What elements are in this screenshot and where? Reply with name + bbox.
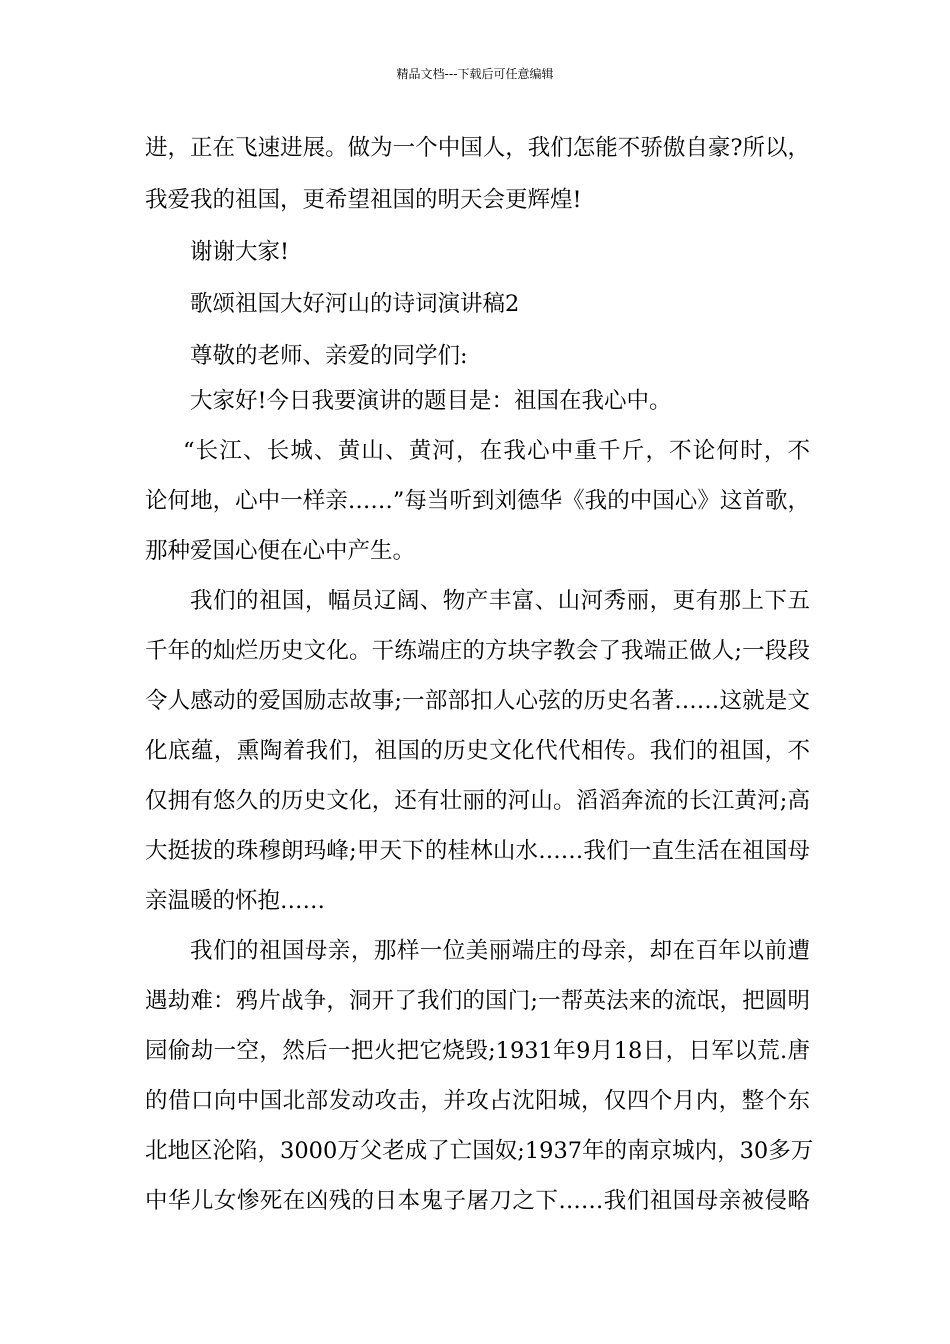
text-line: 中华儿女惨死在凶残的日本鬼子屠刀之下……我们祖国母亲被侵略 xyxy=(145,1188,810,1214)
text-line: 论何地，心中一样亲……”每当听到刘德华《我的中国心》这首歌， xyxy=(145,488,810,514)
text-line: “长江、长城、黄山、黄河，在我心中重千斤，不论何时，不 xyxy=(183,438,810,464)
section-heading: 歌颂祖国大好河山的诗词演讲稿2 xyxy=(190,291,520,317)
text-line: 大挺拔的珠穆朗玛峰;甲天下的桂林山水……我们一直生活在祖国母 xyxy=(145,838,810,864)
text-line: 千年的灿烂历史文化。干练端庄的方块字教会了我端正做人;一段段 xyxy=(145,638,810,664)
text-line: 令人感动的爱国励志故事;一部部扣人心弦的历史名著……这就是文 xyxy=(145,688,810,714)
text-line: 我爱我的祖国，更希望祖国的明天会更辉煌! xyxy=(145,187,582,213)
text-line: 我们的祖国母亲，那样一位美丽端庄的母亲，却在百年以前遭 xyxy=(190,938,810,964)
text-line: 亲温暖的怀抱…… xyxy=(145,888,326,914)
text-line: 遇劫难：鸦片战争，洞开了我们的国门;一帮英法来的流氓，把圆明 xyxy=(145,988,810,1014)
text-line: 大家好!今日我要演讲的题目是：祖国在我心中。 xyxy=(190,388,672,414)
text-line: 北地区沦陷，3000万父老成了亡国奴;1937年的南京城内，30多万 xyxy=(145,1138,814,1164)
text-line: 化底蕴，熏陶着我们，祖国的历史文化代代相传。我们的祖国，不 xyxy=(145,738,810,764)
text-line: 尊敬的老师、亲爱的同学们: xyxy=(190,343,468,369)
text-line: 园偷劫一空，然后一把火把它烧毁;1931年9月18日，日军以荒.唐 xyxy=(145,1038,810,1064)
text-line: 我们的祖国，幅员辽阔、物产丰富、山河秀丽，更有那上下五 xyxy=(190,588,810,614)
page-header: 精品文档---下载后可任意编辑 xyxy=(396,67,554,81)
text-line: 进，正在飞速进展。做为一个中国人，我们怎能不骄傲自豪?所以， xyxy=(145,135,810,161)
text-line: 仅拥有悠久的历史文化，还有壮丽的河山。滔滔奔流的长江黄河;高 xyxy=(145,788,810,814)
text-line: 的借口向中国北部发动攻击，并攻占沈阳城，仅四个月内，整个东 xyxy=(145,1088,810,1114)
text-line: 那种爱国心便在心中产生。 xyxy=(145,538,416,564)
text-line: 谢谢大家! xyxy=(190,239,290,265)
